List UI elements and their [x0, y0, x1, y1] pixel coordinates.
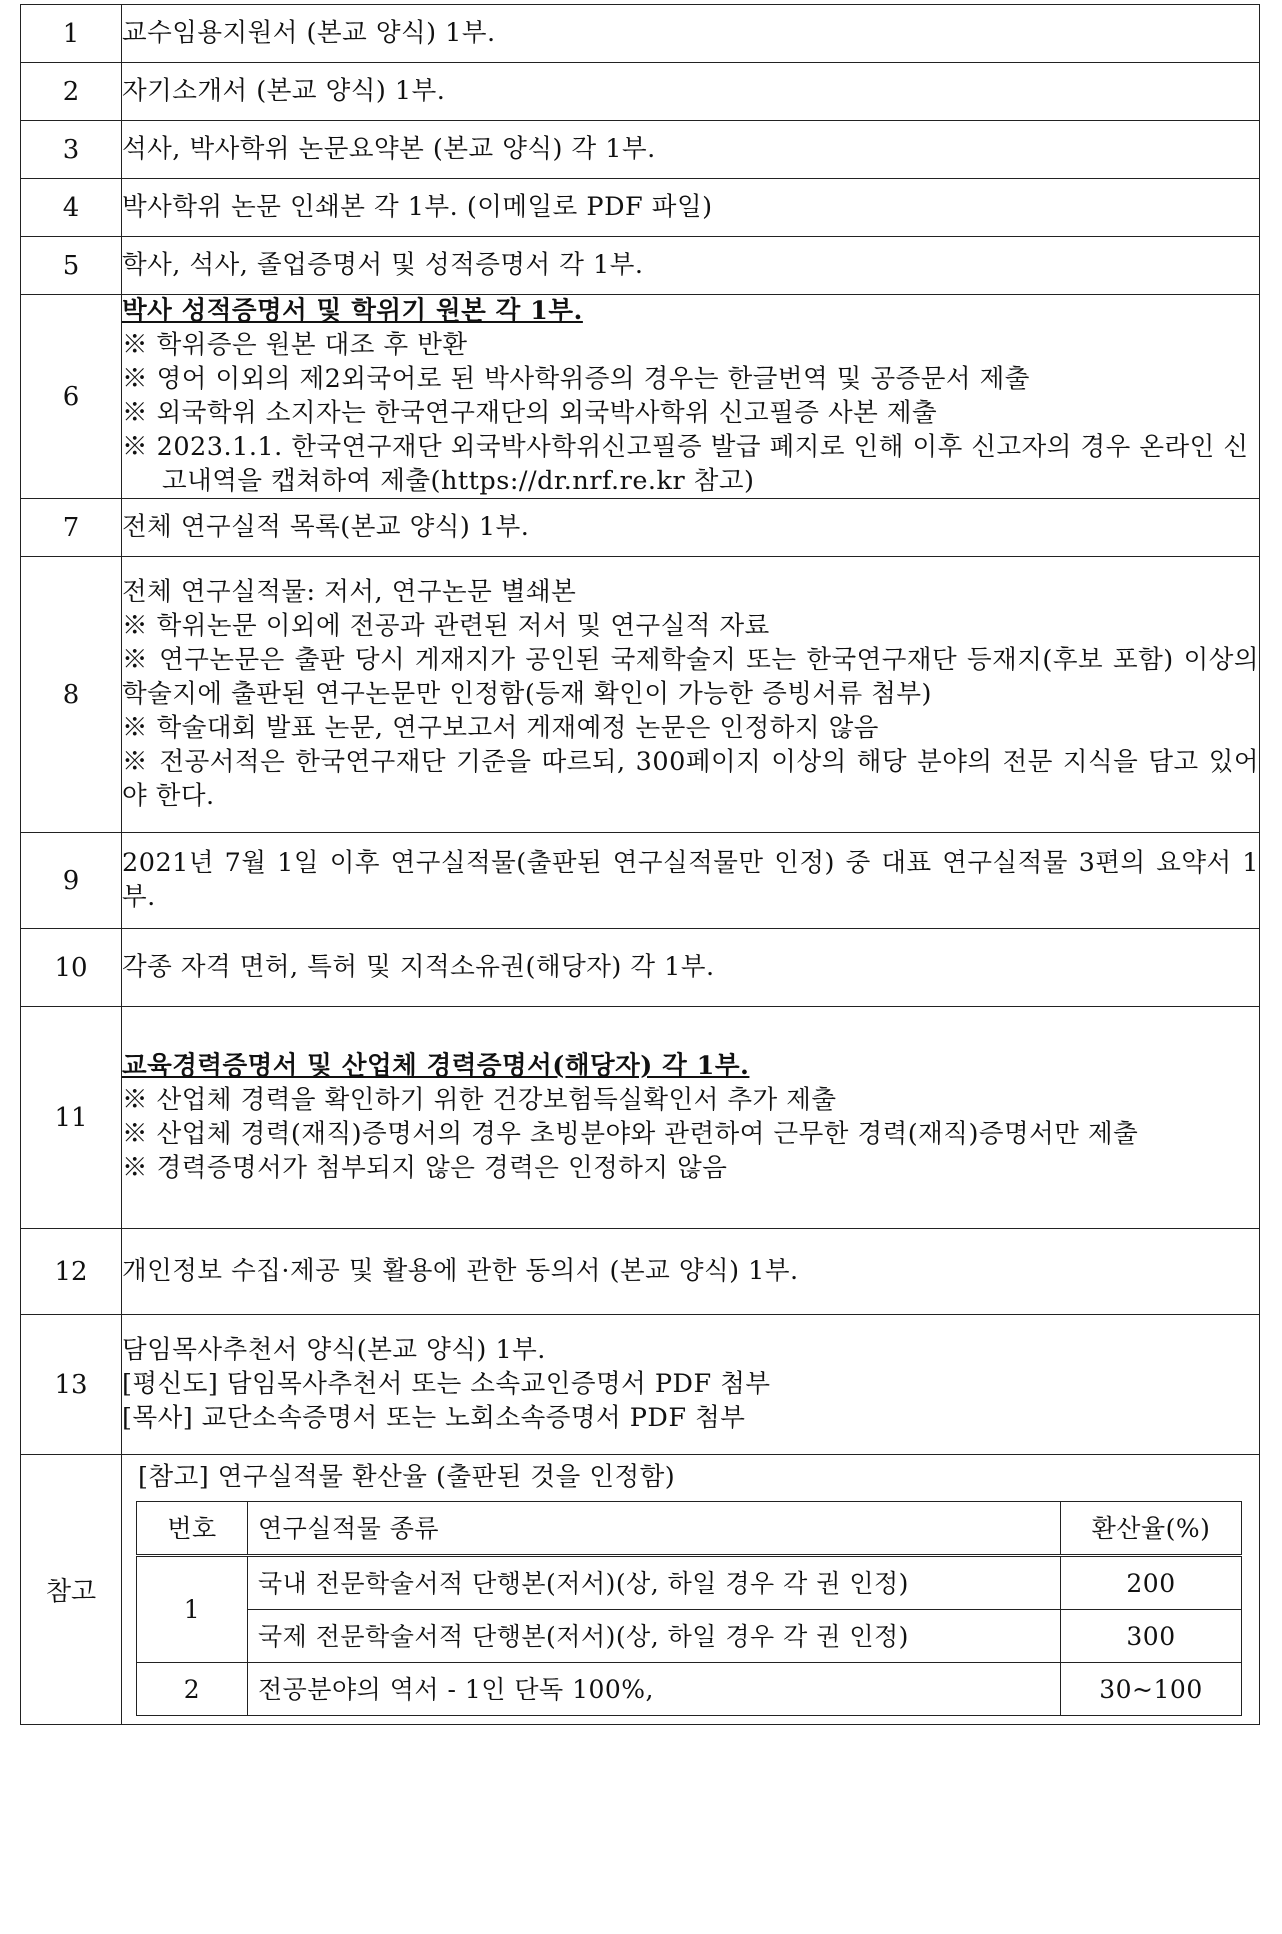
row-number: 2 [21, 63, 122, 121]
row-text: 자기소개서 (본교 양식) 1부. [122, 75, 446, 106]
conversion-rate: 30~100 [1061, 1663, 1242, 1716]
conversion-rate-table [136, 1501, 1242, 1716]
table-row [21, 121, 1260, 179]
row-number: 5 [21, 237, 122, 295]
table-row [21, 1007, 1260, 1229]
header-type: 연구실적물 종류 [248, 1502, 1061, 1556]
row-text: 전체 연구실적물: 저서, 연구논문 별쇄본 [122, 577, 577, 608]
row-content [122, 1229, 1260, 1315]
row-content [122, 499, 1260, 557]
table-row [21, 237, 1260, 295]
row-text: 박사학위 논문 인쇄본 각 1부. (이메일로 PDF 파일) [122, 191, 713, 222]
row-content [122, 121, 1260, 179]
reference-row [21, 1455, 1260, 1725]
row-text: 담임목사추천서 양식(본교 양식) 1부. [122, 1335, 546, 1366]
row-content [122, 929, 1260, 1007]
conversion-rate: 200 [1061, 1556, 1242, 1610]
row-content [122, 179, 1260, 237]
row-text: 개인정보 수집·제공 및 활용에 관한 동의서 (본교 양식) 1부. [122, 1255, 799, 1286]
row-number: 13 [21, 1315, 122, 1455]
row-text: [평신도] 담임목사추천서 또는 소속교인증명서 PDF 첨부 [122, 1368, 771, 1399]
row-text: 학사, 석사, 졸업증명서 및 성적증명서 각 1부. [122, 249, 644, 280]
row-title: 교육경력증명서 및 산업체 경력증명서(해당자) 각 1부. [122, 1051, 750, 1082]
table-row [21, 929, 1260, 1007]
reference-content [122, 1455, 1260, 1725]
row-text: ※ 학위논문 이외에 전공과 관련된 저서 및 연구실적 자료 [122, 611, 770, 642]
row-number: 8 [21, 557, 122, 833]
row-note: ※ 2023.1.1. 한국연구재단 외국박사학위신고필증 발급 폐지로 인해 이후 신고자의 경우 온라인 신고내역을 캡쳐하여 제출(https://dr.nrf.re.kr 참고) [122, 431, 1249, 496]
row-text: 석사, 박사학위 논문요약본 (본교 양식) 각 1부. [122, 133, 656, 164]
row-note: ※ 경력증명서가 첨부되지 않은 경력은 인정하지 않음 [122, 1152, 728, 1183]
row-content [122, 1315, 1260, 1455]
table-row [21, 63, 1260, 121]
table-row [21, 1315, 1260, 1455]
conversion-number: 1 [137, 1556, 248, 1663]
row-text: ※ 학술대회 발표 논문, 연구보고서 게재예정 논문은 인정하지 않음 [122, 712, 879, 743]
row-note: ※ 학위증은 원본 대조 후 반환 [122, 329, 468, 360]
conversion-type: 국내 전문학술서적 단행본(저서)(상, 하일 경우 각 권 인정) [248, 1556, 1061, 1610]
row-content [122, 557, 1260, 833]
row-number: 6 [21, 295, 122, 499]
conversion-table-row [137, 1663, 1242, 1716]
table-row [21, 557, 1260, 833]
row-text: 2021년 7월 1일 이후 연구실적물(출판된 연구실적물만 인정) 중 대표 연구실적물 3편의 요약서 1부. [122, 848, 1259, 912]
table-row [21, 833, 1260, 929]
conversion-rate: 300 [1061, 1610, 1242, 1663]
reference-caption: [참고] 연구실적물 환산율 (출판된 것을 인정함) [138, 1462, 676, 1493]
row-content [122, 833, 1260, 929]
row-number: 7 [21, 499, 122, 557]
document-table [20, 4, 1260, 1725]
row-number: 10 [21, 929, 122, 1007]
row-text: ※ 전공서적은 한국연구재단 기준을 따르되, 300페이지 이상의 해당 분야의 전문 지식을 담고 있어야 한다. [122, 746, 1259, 811]
table-row [21, 179, 1260, 237]
conversion-table-row [137, 1556, 1242, 1610]
row-number: 11 [21, 1007, 122, 1229]
table-row [21, 5, 1260, 63]
row-title: 박사 성적증명서 및 학위기 원본 각 1부. [122, 296, 583, 326]
row-note: ※ 영어 이외의 제2외국어로 된 박사학위증의 경우는 한글번역 및 공증문서 제출 [122, 363, 1030, 394]
row-number: 3 [21, 121, 122, 179]
conversion-number: 2 [137, 1663, 248, 1716]
header-number: 번호 [137, 1502, 248, 1556]
row-content [122, 237, 1260, 295]
table-row [21, 1229, 1260, 1315]
conversion-type: 전공분야의 역서 - 1인 단독 100%, [248, 1663, 1061, 1716]
row-number: 1 [21, 5, 122, 63]
table-row [21, 499, 1260, 557]
row-number: 9 [21, 833, 122, 929]
row-number: 12 [21, 1229, 122, 1315]
conversion-type: 국제 전문학술서적 단행본(저서)(상, 하일 경우 각 권 인정) [248, 1610, 1061, 1663]
row-note: ※ 외국학위 소지자는 한국연구재단의 외국박사학위 신고필증 사본 제출 [122, 397, 938, 428]
row-content [122, 63, 1260, 121]
row-content [122, 295, 1260, 499]
row-note: ※ 산업체 경력을 확인하기 위한 건강보험득실확인서 추가 제출 [122, 1085, 837, 1116]
row-number: 4 [21, 179, 122, 237]
conversion-table-header [137, 1502, 1242, 1556]
row-content [122, 5, 1260, 63]
row-text: 각종 자격 면허, 특허 및 지적소유권(해당자) 각 1부. [122, 951, 715, 982]
row-note: ※ 산업체 경력(재직)증명서의 경우 초빙분야와 관련하여 근무한 경력(재직)증명서만 제출 [122, 1118, 1139, 1149]
row-text: 전체 연구실적 목록(본교 양식) 1부. [122, 511, 530, 542]
row-content [122, 1007, 1260, 1229]
conversion-table-row [137, 1610, 1242, 1663]
row-text: [목사] 교단소속증명서 또는 노회소속증명서 PDF 첨부 [122, 1402, 746, 1433]
reference-label: 참고 [21, 1455, 122, 1725]
table-row [21, 295, 1260, 499]
header-rate: 환산율(%) [1061, 1502, 1242, 1556]
row-text: 교수임용지원서 (본교 양식) 1부. [122, 17, 496, 48]
row-text: ※ 연구논문은 출판 당시 게재지가 공인된 국제학술지 또는 한국연구재단 등재지(후보 포함) 이상의 학술지에 출판된 연구논문만 인정함(등재 확인이 가능한 증빙서류 첨부) [122, 645, 1259, 709]
